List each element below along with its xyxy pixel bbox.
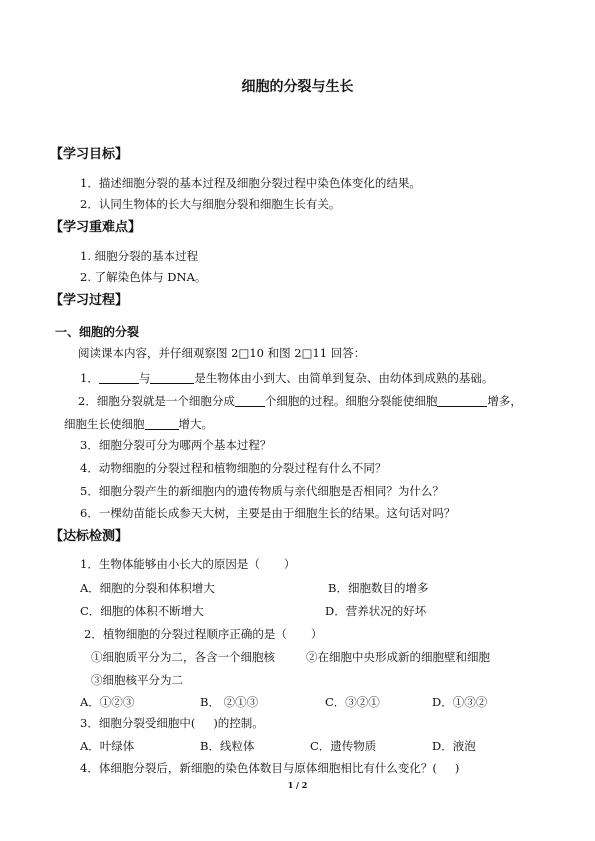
page-title: 细胞的分裂与生长 (241, 79, 354, 95)
section-test: 【达标检测】 (50, 529, 129, 544)
page-number: 1 / 2 (287, 780, 308, 790)
answer-blank (99, 372, 139, 384)
test-q3-option-d: D．液泡 (432, 739, 476, 753)
test-q2-stem: 2．植物细胞的分裂过程顺序正确的是（ ） (84, 627, 323, 641)
process-q2: 2．细胞分裂就是一个细胞分成 个细胞的过程。细胞分裂能使细胞 增多， (78, 394, 522, 408)
test-q2-option-b: B． ②①③ (200, 695, 259, 709)
process-intro: 阅读课本内容，并仔细观察图 2□10 和图 2□11 回答： (78, 346, 366, 360)
process-subheading: 一、细胞的分裂 (55, 325, 140, 339)
test-q2-option-a: A．①②③ (80, 695, 135, 709)
process-q5: 5．细胞分裂产生的新细胞内的遗传物质与亲代细胞是否相同？为什么？ (80, 484, 444, 498)
test-q2-step-3: ③细胞核平分为二 (91, 673, 183, 687)
process-q2-cont: 细胞生长使细胞 增大。 (64, 417, 213, 431)
test-q3-option-a: A．叶绿体 (80, 739, 135, 753)
keypoint-item: 1. 细胞分裂的基本过程 (80, 249, 199, 263)
process-q3: 3．细胞分裂可分为哪两个基本过程？ (80, 438, 272, 452)
test-q1-option-d: D．营养状况的好坏 (325, 604, 427, 618)
test-q3-option-c: C．遗传物质 (310, 739, 377, 753)
section-keypoints: 【学习重难点】 (50, 220, 142, 235)
test-q1-option-b: B．细胞数目的增多 (328, 581, 429, 595)
test-q1-option-a: A．细胞的分裂和体积增大 (80, 581, 215, 595)
answer-blank (235, 395, 265, 407)
answer-blank (145, 418, 179, 430)
objective-item: 2．认同生物体的长大与细胞分裂和细胞生长有关。 (80, 197, 341, 211)
process-q4: 4．动物细胞的分裂过程和植物细胞的分裂过程有什么不同？ (80, 461, 387, 475)
process-q6: 6．一棵幼苗能长成参天大树，主要是由于细胞生长的结果。这句话对吗？ (80, 506, 456, 520)
test-q2-option-d: D．①③② (432, 695, 488, 709)
answer-blank (437, 395, 487, 407)
test-q3-stem: 3．细胞分裂受细胞中( )的控制。 (80, 716, 264, 730)
section-objectives: 【学习目标】 (50, 147, 129, 162)
objective-item: 1．描述细胞分裂的基本过程及细胞分裂过程中染色体变化的结果。 (80, 176, 421, 190)
test-q3-option-b: B．线粒体 (200, 739, 255, 753)
process-q1: 1． 与 是生物体由小到大、由简单到复杂、由幼体到成熟的基础。 (80, 371, 494, 385)
test-q2-step-2: ②在细胞中央形成新的细胞壁和细胞 (306, 650, 490, 664)
test-q2-option-c: C．③②① (325, 695, 380, 709)
section-process: 【学习过程】 (50, 293, 129, 308)
test-q1-stem: 1．生物体能够由小长大的原因是（ ） (80, 557, 296, 571)
test-q4-stem: 4．体细胞分裂后，新细胞的染色体数目与原体细胞相比有什么变化？( ) (80, 761, 460, 775)
test-q2-step-1: ①细胞质平分为二，各含一个细胞核 (91, 650, 275, 664)
test-q1-option-c: C．细胞的体积不断增大 (80, 604, 204, 618)
answer-blank (150, 372, 194, 384)
keypoint-item: 2. 了解染色体与 DNA。 (80, 270, 207, 284)
